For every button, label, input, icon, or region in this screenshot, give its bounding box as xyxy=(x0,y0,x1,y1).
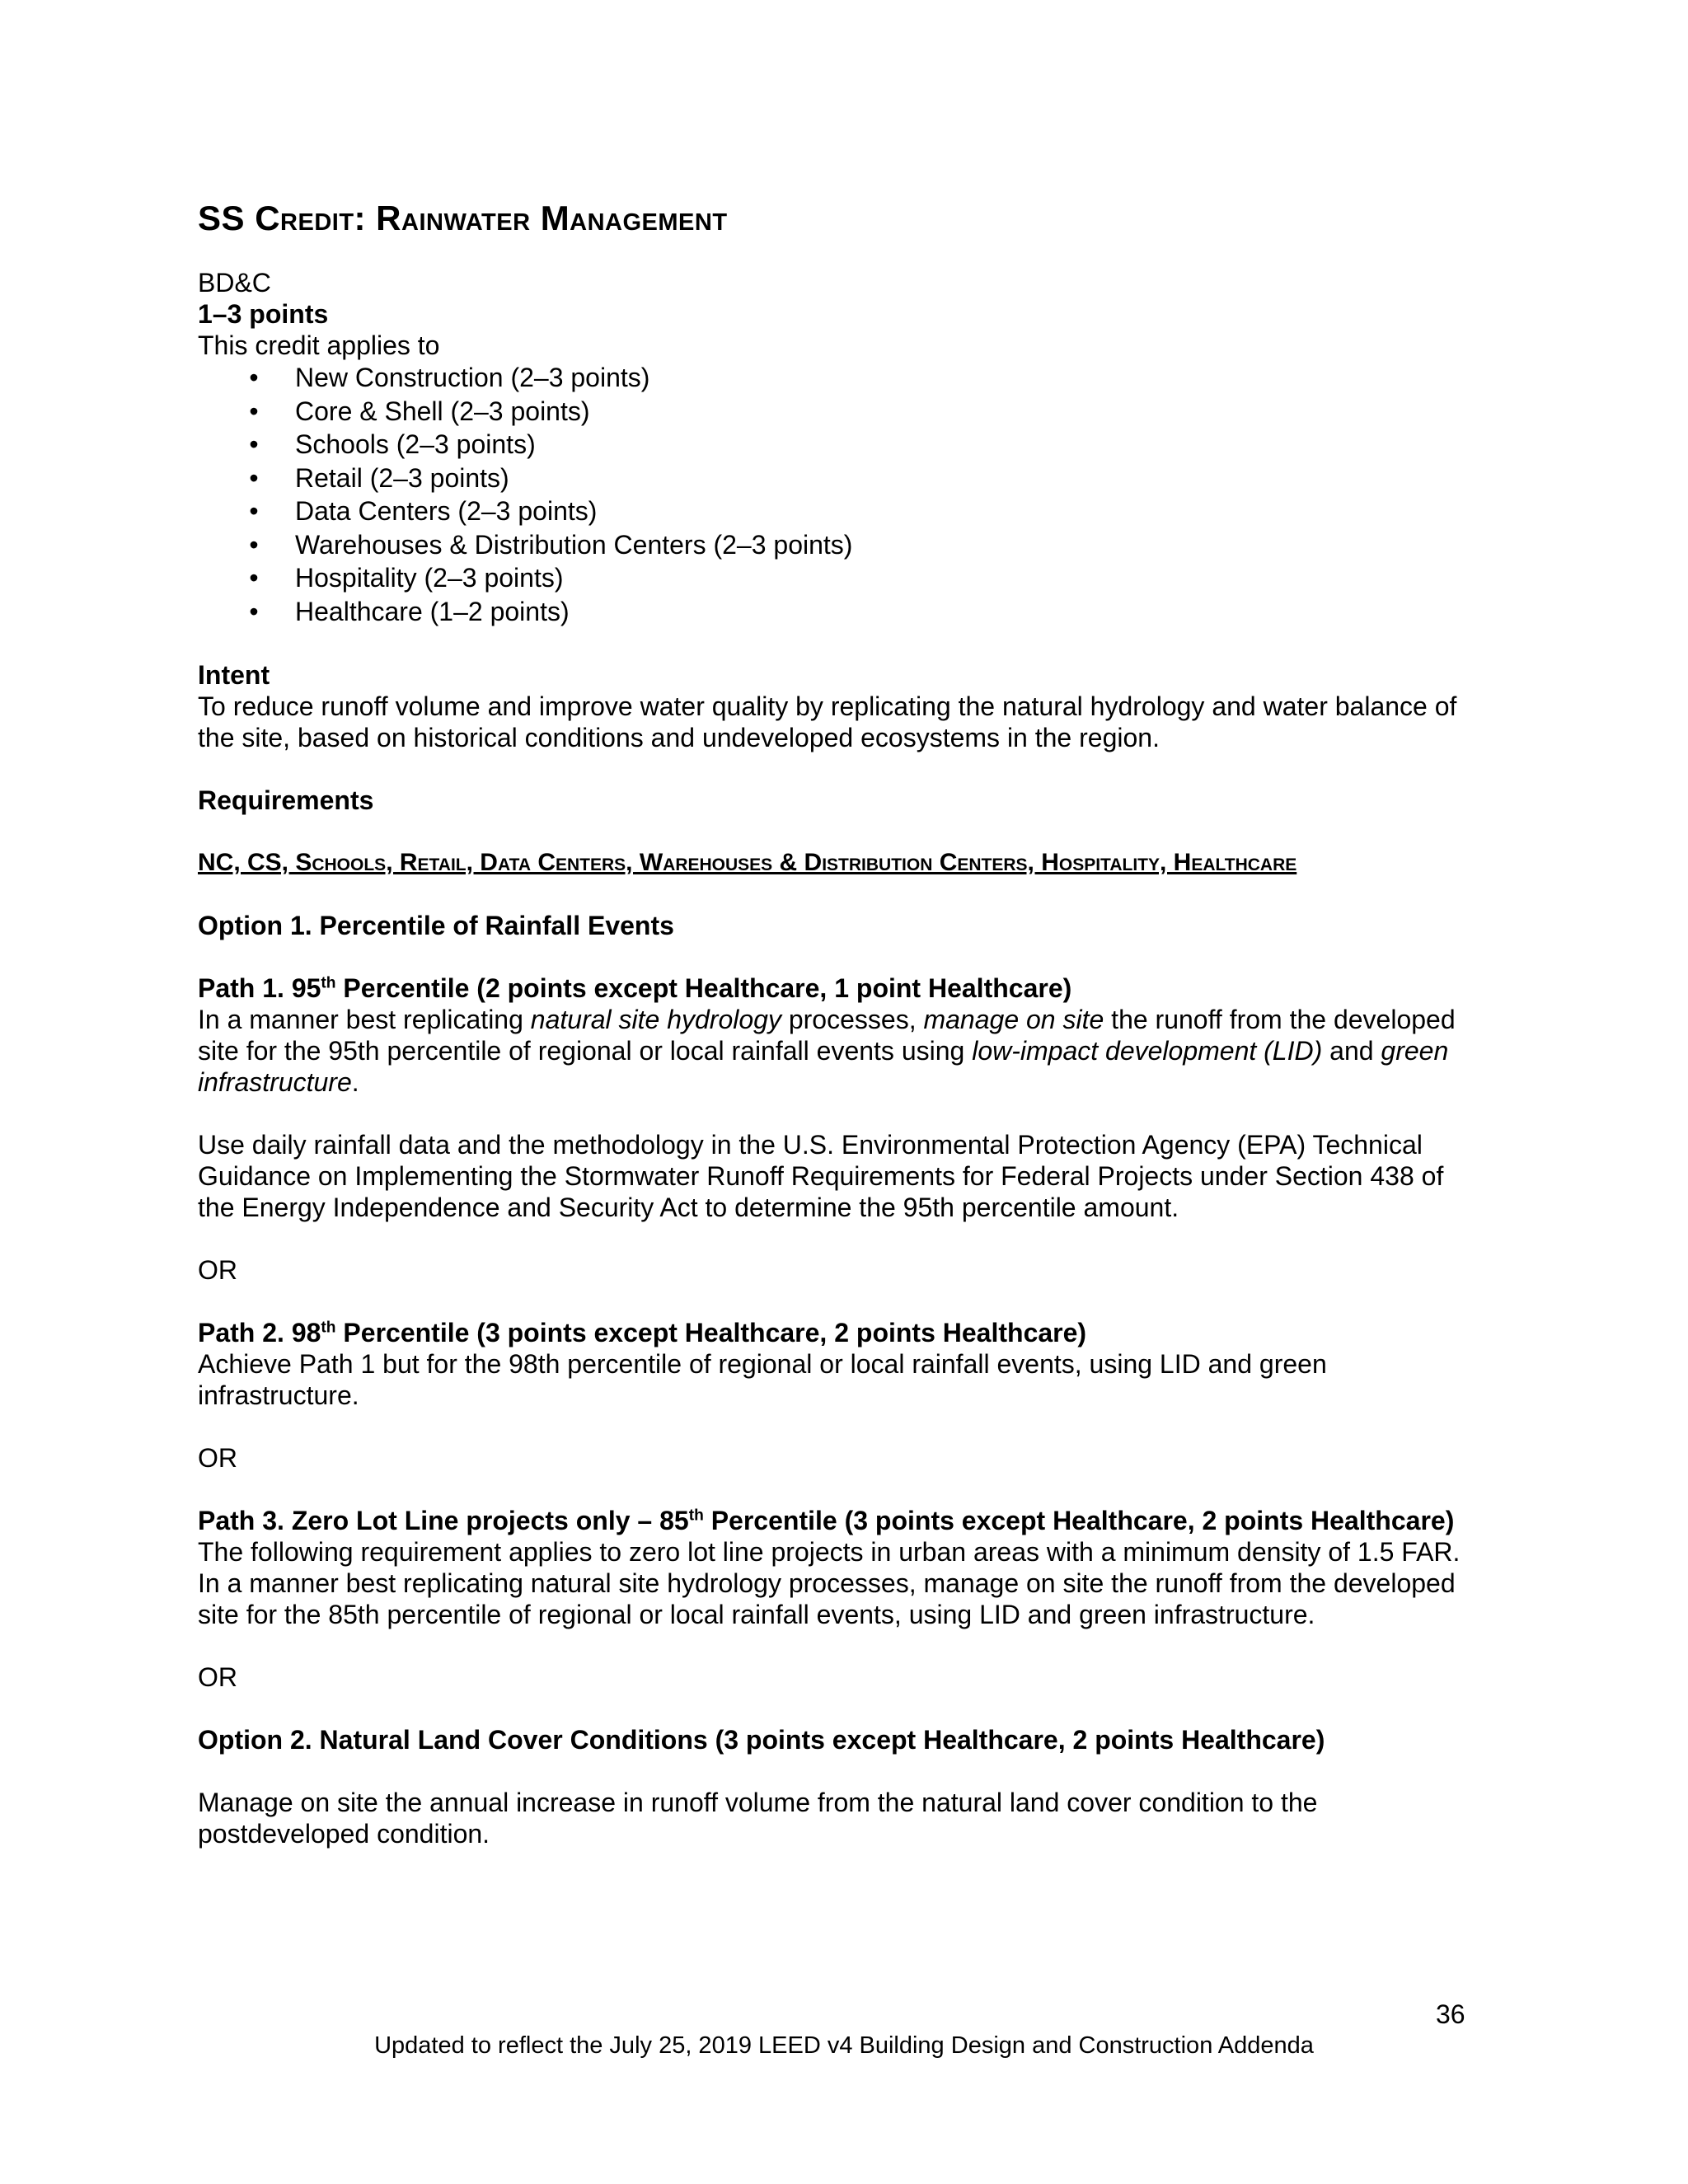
applies-intro: This credit applies to xyxy=(198,330,440,360)
list-item-label: Healthcare (1–2 points) xyxy=(295,596,570,626)
list-item-label: Hospitality (2–3 points) xyxy=(295,563,564,593)
list-item xyxy=(246,494,1484,528)
list-item xyxy=(246,462,1484,495)
list-item-label: Core & Shell (2–3 points) xyxy=(295,396,590,426)
path3-heading-text: Path 3. Zero Lot Line projects only – 85 xyxy=(198,1506,689,1535)
bullet-icon: • xyxy=(249,396,259,426)
list-item xyxy=(246,595,1484,629)
path1-text-i: . xyxy=(351,1067,359,1097)
list-item-label: Schools (2–3 points) xyxy=(295,429,536,459)
list-item-label: Warehouses & Distribution Centers (2–3 points) xyxy=(295,529,853,560)
path1-text-f: low-impact development (LID) xyxy=(972,1036,1323,1066)
bullet-icon: • xyxy=(249,529,259,560)
list-item-label: Retail (2–3 points) xyxy=(295,462,509,493)
bullet-icon: • xyxy=(249,462,259,493)
path2-heading-rest: Percentile (3 points except Healthcare, 2 points Healthcare) xyxy=(335,1318,1087,1347)
requirements-heading: Requirements xyxy=(198,785,374,815)
page-footer: Updated to reflect the July 25, 2019 LEED v4 Building Design and Construction Addenda xyxy=(374,2032,1314,2059)
or-separator: OR xyxy=(198,1662,237,1692)
option2-text: Manage on site the annual increase in runoff volume from the natural land cover condition to the postdeveloped condition. xyxy=(198,1788,1318,1849)
bullet-icon: • xyxy=(249,363,259,392)
bullet-icon: • xyxy=(249,596,259,626)
path1-text-c: processes, xyxy=(781,1005,924,1034)
path2-heading xyxy=(198,1317,1484,1348)
list-item xyxy=(246,361,1484,395)
list-item xyxy=(246,561,1484,595)
path1-heading-text: Path 1. 95 xyxy=(198,973,321,1003)
path1-heading-sup: th xyxy=(321,974,336,992)
bullet-icon: • xyxy=(249,429,259,459)
path2-heading-sup: th xyxy=(321,1319,336,1337)
intent-heading: Intent xyxy=(198,660,270,690)
applies-list xyxy=(198,361,1484,628)
document-page xyxy=(198,198,1484,1849)
bullet-icon: • xyxy=(249,496,259,526)
intent-text: To reduce runoff volume and improve water quality by replicating the natural hydrology and water balance of the site, based on historical conditions and undeveloped ecosystems in the region. xyxy=(198,691,1457,752)
path1-text-d: manage on site xyxy=(923,1005,1104,1034)
list-item xyxy=(246,428,1484,462)
page-title: SS Credit: Rainwater Management xyxy=(198,199,728,237)
option2-heading: Option 2. Natural Land Cover Conditions (3 points except Healthcare, 2 points Healthcare) xyxy=(198,1725,1325,1755)
list-item-label: New Construction (2–3 points) xyxy=(295,363,650,392)
points-range: 1–3 points xyxy=(198,299,329,329)
or-separator: OR xyxy=(198,1443,237,1473)
path1-text-a: In a manner best replicating xyxy=(198,1005,531,1034)
path1-text-b: natural site hydrology xyxy=(530,1005,781,1034)
path1-paragraph xyxy=(198,1004,1484,1098)
path3-heading-sup: th xyxy=(688,1507,704,1525)
page-number: 36 xyxy=(1436,1999,1465,2029)
path3-text: The following requirement applies to zero lot line projects in urban areas with a minimum density of 1.5 FAR. In a manner best replicating natural site hydrology processes, manage on site the runoff from the developed site for the 85th percentile of regional or local rainfall events, using LID and green infrastructure. xyxy=(198,1537,1461,1629)
path1-text-h: green infrastructure xyxy=(198,1036,1449,1097)
path2-heading-text: Path 2. 98 xyxy=(198,1318,321,1347)
list-item xyxy=(246,528,1484,562)
option1-heading: Option 1. Percentile of Rainfall Events xyxy=(198,911,674,940)
path1-methodology: Use daily rainfall data and the methodology in the U.S. Environmental Protection Agency (EPA) Technical Guidance on Implementing the Stormwater Runoff Requirements for Federal Projects under Section 438 of the Energy Independence and Security Act to determine the 95th percentile amount. xyxy=(198,1130,1444,1222)
path3-heading xyxy=(198,1505,1484,1536)
path1-text-e: the runoff from the developed site for the 95th percentile of regional or local rainfall events using xyxy=(198,1005,1456,1066)
or-separator: OR xyxy=(198,1255,237,1285)
path3-heading-rest: Percentile (3 points except Healthcare, 2 points Healthcare) xyxy=(703,1506,1455,1535)
path1-heading xyxy=(198,972,1484,1004)
list-item xyxy=(246,395,1484,429)
path2-text: Achieve Path 1 but for the 98th percentile of regional or local rainfall events, using LID and green infrastructure. xyxy=(198,1349,1327,1410)
list-item-label: Data Centers (2–3 points) xyxy=(295,496,598,526)
path1-text-g: and xyxy=(1322,1036,1381,1066)
bullet-icon: • xyxy=(249,563,259,593)
project-types-heading: NC, CS, Schools, Retail, Data Centers, Warehouses & Distribution Centers, Hospitality, Healthcare xyxy=(198,849,1297,876)
path1-heading-rest: Percentile (2 points except Healthcare, 1 point Healthcare) xyxy=(335,973,1072,1003)
rating-system: BD&C xyxy=(198,268,271,298)
